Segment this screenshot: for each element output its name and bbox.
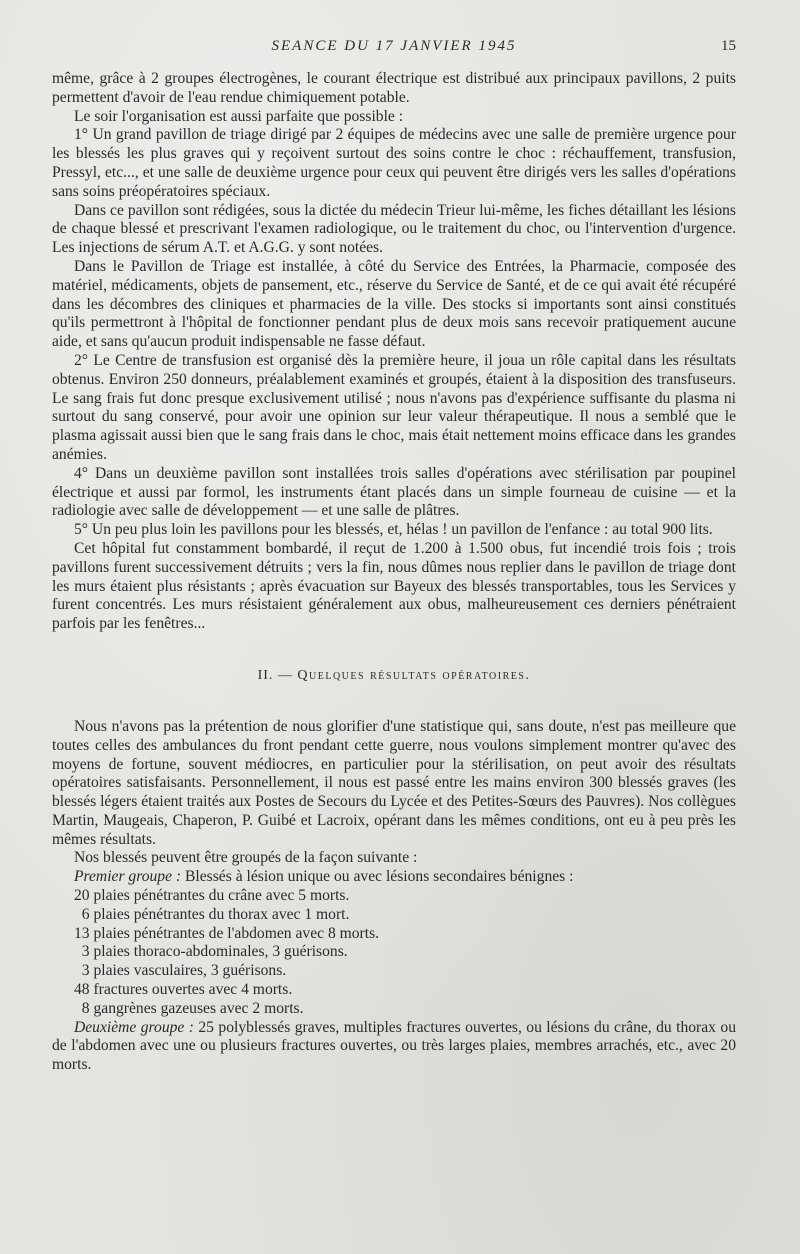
group1-paragraph [52, 868, 736, 887]
running-title: SEANCE DU 17 JANVIER 1945 [271, 38, 517, 54]
paragraph: Le soir l'organisation est aussi parfaite que possible : [74, 107, 404, 125]
list-item: 6 plaies pénétrantes du thorax avec 1 mort. [74, 905, 350, 923]
paragraph: 4° Dans un deuxième pavillon sont installées trois salles d'opérations avec stérilisation par poupinel électrique et aussi par formol, les instruments étant placés dans un simple fourneau de cuisine — et la radiologie avec salle de développement — et une salle de plâtres. [52, 464, 736, 520]
group2-text: 25 polyblessés graves, multiples fractures ouvertes, ou lésions du crâne, du thorax ou de l'abdomen avec une ou plusieurs fractures ouvertes, ou très larges plaies, membres arrachés, etc., avec 20 morts. [52, 1018, 736, 1074]
paragraph: 5° Un peu plus loin les pavillons pour les blessés, et, hélas ! un pavillon de l'enfance : au total 900 lits. [74, 521, 713, 539]
body-text [52, 70, 736, 1075]
paragraph: Dans ce pavillon sont rédigées, sous la dictée du médecin Trieur lui-même, les fiches détaillant les lésions de chaque blessé et prescrivant l'examen radiologique, ou le traitement du choc, ou l'intervention d'urgence. Les injections de sérum A.T. et A.G.G. y sont notées. [52, 201, 736, 257]
section-heading [52, 668, 736, 684]
paragraph: Nous n'avons pas la prétention de nous glorifier d'une statistique qui, sans doute, n'est pas meilleure que toutes celles des ambulances du front pendant cette guerre, nous voulons simplement montrer qu'avec des moyens de fortune, souvent médiocres, en particulier pour la stérilisation, on peut avoir des résultats opératoires satisfaisants. Personnellement, il nous est passé entre les mains environ 300 blessés graves (les blessés légers étaient traités aux Postes de Secours du Lycée et des Petites-Sœurs des Pauvres). Nos collègues Martin, Maugeais, Chaperon, P. Guibé et Lacroix, opérant dans les mêmes conditions, ont eu à peu près les mêmes résultats. [52, 717, 736, 848]
list-item: 48 fractures ouvertes avec 4 morts. [74, 981, 293, 999]
list-item: 20 plaies pénétrantes du crâne avec 5 morts. [74, 887, 350, 905]
paragraph: Dans le Pavillon de Triage est installée, à côté du Service des Entrées, la Pharmacie, composée des matériel, médicaments, objets de pansement, etc., réserve du Service de Santé, et de ce qui avait été récupéré dans les décombres des cliniques et pharmacies de la ville. Des stocks si importants sont ainsi constitués qu'ils permettront à l'hôpital de fonctionner pendant plus de deux mois sans recevoir pratiquement aucune aide, et sans qu'aucun produit indispensable ne fasse défaut. [52, 257, 736, 351]
list-item: 3 plaies vasculaires, 3 guérisons. [74, 962, 287, 980]
paragraph: Nos blessés peuvent être groupés de la façon suivante : [74, 849, 418, 867]
paragraph: Cet hôpital fut constamment bombardé, il reçut de 1.200 à 1.500 obus, fut incendié trois fois ; trois pavillons furent successivement détruits ; vers la fin, nous dûmes nous replier dans le pavillon de triage dont les murs étaient plus résistants ; après évacuation sur Bayeux des blessés transportables, tous les Services y furent concentrés. Les murs résistaient généralement aux obus, malheureusement ces derniers pénétraient parfois par les fenêtres... [52, 539, 736, 633]
section-title: Quelques résultats opératoires. [297, 667, 531, 683]
list-item: 3 plaies thoraco-abdominales, 3 guérisons. [74, 943, 348, 961]
group1-text: Blessés à lésion unique ou avec lésions secondaires bénignes : [181, 868, 574, 886]
group2-paragraph [52, 1019, 736, 1075]
page-number: 15 [721, 38, 736, 54]
bottom-paragraphs [52, 718, 736, 868]
top-paragraphs [52, 70, 736, 634]
running-head [52, 38, 736, 64]
paragraph: même, grâce à 2 groupes électrogènes, le courant électrique est distribué aux principaux pavillons, 2 puits permettent d'avoir de l'eau rendue chimiquement potable. [52, 70, 736, 106]
group1-label: Premier groupe : [74, 868, 182, 886]
list-item: 8 gangrènes gazeuses avec 2 morts. [74, 999, 304, 1017]
paragraph: 1° Un grand pavillon de triage dirigé par 2 équipes de médecins avec une salle de première urgence pour les blessés les plus graves qui y reçoivent surtout des soins contre le choc : réchauffement, transfusion, Pressyl, etc..., et une salle de deuxième urgence pour ceux qui peuvent être dirigés vers les salles d'opérations sans soins préopératoires spéciaux. [52, 126, 736, 200]
list-item: 13 plaies pénétrantes de l'abdomen avec 8 morts. [74, 924, 380, 942]
group1-list [52, 887, 736, 1019]
paragraph: 2° Le Centre de transfusion est organisé dès la première heure, il joua un rôle capital dans les résultats obtenus. Environ 250 donneurs, préalablement examinés et groupés, étaient à la disposition des transfuseurs. Le sang frais fut donc presque exclusivement utilisé ; nous n'avons pas d'expérience suffisante du plasma ni surtout du sang conservé, pour avoir une opinion sur leur valeur thérapeutique. Il nous a semblé que le plasma agissait aussi bien que le sang frais dans le choc, mais était nettement moins efficace dans les grandes anémies. [52, 351, 736, 463]
group2-label: Deuxième groupe : [74, 1018, 194, 1036]
section-number: II. — [257, 667, 298, 683]
